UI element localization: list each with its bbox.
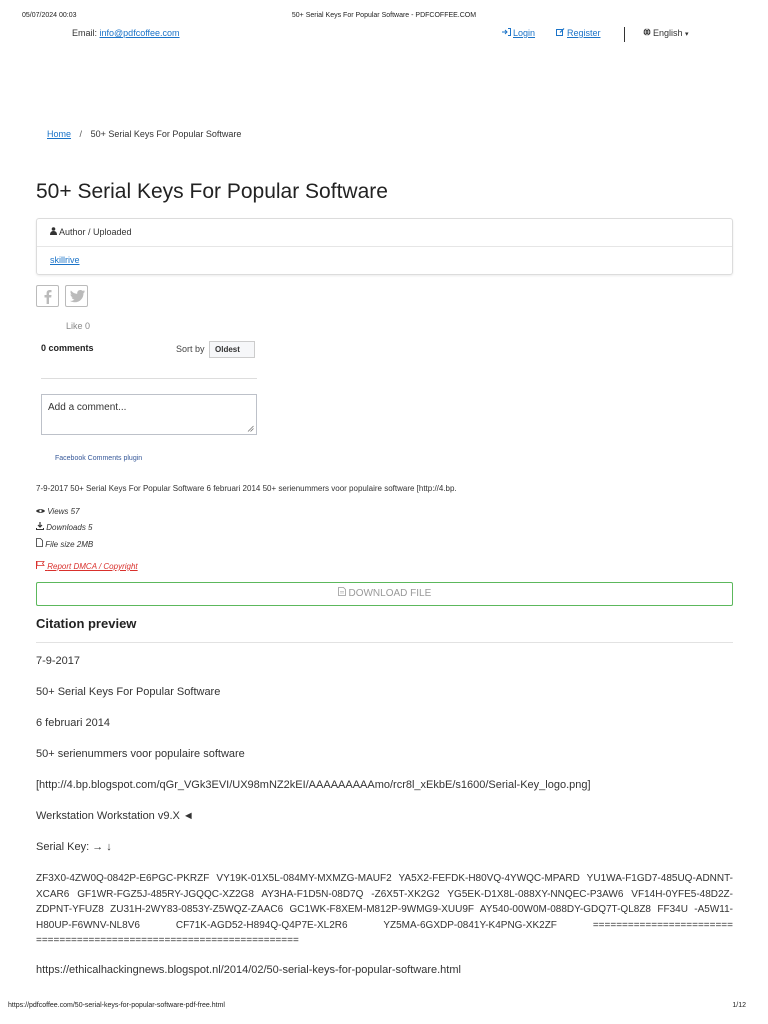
top-bar (0, 28, 768, 42)
breadcrumb-separator: / (79, 129, 83, 139)
file-pdf-icon (338, 588, 349, 599)
topbar-divider (624, 27, 625, 42)
breadcrumb (47, 129, 241, 139)
comments-plugin-link[interactable]: Facebook Comments plugin (55, 455, 143, 462)
comment-placeholder: Add a comment... (48, 402, 127, 413)
author-link[interactable]: skillrive (50, 255, 80, 265)
language-selector[interactable] (643, 28, 689, 38)
citation-image-url: [http://4.bp.blogspot.com/qGr_VGk3EVI/UX98mNZ2kEI/AAAAAAAAAmo/rcr8l_xEkbE/s1600/Serial-Key_logo.png] (36, 779, 591, 791)
views-stat (36, 507, 80, 516)
citation-heading: 50+ Serial Keys For Popular Software (36, 686, 221, 698)
caret-down-icon: ▾ (685, 31, 689, 38)
citation-date: 7-9-2017 (36, 655, 81, 667)
downloads-text: Downloads 5 (46, 523, 93, 532)
author-card-body (37, 247, 732, 273)
page-title: 50+ Serial Keys For Popular Software (36, 180, 388, 203)
edit-icon (556, 28, 565, 38)
citation-divider (36, 642, 733, 643)
email-link[interactable]: info@pdfcoffee.com (99, 28, 180, 38)
comments-divider (41, 378, 257, 379)
citation-product: Werkstation Workstation v9.X ◄ (36, 810, 194, 822)
citation-subheading: 50+ serienummers voor populaire software (36, 748, 245, 760)
file-icon (36, 540, 45, 549)
document-description: 7-9-2017 50+ Serial Keys For Popular Software 6 februari 2014 50+ serienummers voor populaire software [http://4.bp. (36, 484, 457, 493)
eye-icon (36, 507, 47, 516)
language-label: English (653, 28, 683, 38)
download-label: DOWNLOAD FILE (348, 588, 432, 599)
contact-email (72, 28, 180, 38)
sort-label: Sort by (176, 344, 205, 354)
comment-count: 0 comments (41, 343, 94, 353)
author-card (36, 218, 733, 275)
facebook-icon (41, 289, 55, 304)
breadcrumb-current: 50+ Serial Keys For Popular Software (90, 129, 242, 139)
report-dmca-link[interactable] (36, 561, 138, 571)
login-label: Login (513, 28, 536, 38)
email-label: Email: (72, 28, 98, 38)
like-count: 0 (85, 321, 91, 331)
register-label: Register (567, 28, 601, 38)
sort-select[interactable]: Oldest (209, 341, 255, 358)
flag-icon (36, 562, 47, 571)
resize-handle-icon[interactable] (247, 425, 254, 432)
report-label: Report DMCA / Copyright (47, 562, 138, 571)
twitter-icon (70, 289, 85, 303)
citation-source-url: https://ethicalhackingnews.blogspot.nl/2014/02/50-serial-keys-for-popular-software.html (36, 964, 461, 976)
sign-in-icon (502, 28, 511, 38)
download-icon (36, 523, 46, 532)
print-page-number: 1/12 (732, 1002, 746, 1009)
citation-title: Citation preview (36, 616, 137, 631)
comment-input[interactable] (41, 394, 257, 435)
register-link[interactable] (556, 28, 601, 38)
breadcrumb-home-link[interactable]: Home (47, 129, 72, 139)
citation-serial-label: Serial Key: → ↓ (36, 841, 112, 853)
citation-serial-keys: ZF3X0-4ZW0Q-0842P-E6PGC-PKRZF VY19K-01X5L-084MY-MXMZG-MAUF2 YA5X2-FEFDK-H80VQ-4YWQC-MPARD YU1WA-F1GD7-485UQ-ADNNT-XCAR6 GF1WR-FGZ5J-485RY-JGQQC-XZ2G8 AY3HA-F1D5N-08D7Q -Z6X5T-XK2G2 YG5EK-D1X8L-088XY-NNQEC-P3AW6 VF14H-0YFE5-48D2Z-ZDPNT-YFUZ8 ZU31H-2WY83-0853Y-Z5WQZ-ZAAC6 GC1WK-F8XEM-M812P-9WMG9-XUU9F AY540-00W0M-088DY-GDQ7T-QL8Z8 FF34U -A5W11-H80UP-F6WNV-NL8V6 CF71K-AGD52-H894Q-Q4P7E-XL2R6 YZ5MA-6GXDP-0841Y-K4PNG-XK2ZF ======================== ============================================= (36, 873, 733, 946)
share-buttons (36, 285, 90, 307)
print-header (0, 12, 768, 22)
views-text: Views 57 (47, 507, 80, 516)
author-heading: Author / Uploaded (59, 227, 132, 237)
login-link[interactable] (502, 28, 535, 38)
twitter-share-button[interactable] (65, 285, 88, 307)
like-counter[interactable] (66, 321, 90, 331)
like-label: Like (66, 321, 83, 331)
print-page-title: 50+ Serial Keys For Popular Software - PDFCOFFEE.COM (291, 12, 477, 19)
author-card-header (37, 219, 732, 247)
user-icon (50, 227, 59, 237)
download-file-button[interactable] (36, 582, 733, 606)
facebook-share-button[interactable] (36, 285, 59, 307)
downloads-stat (36, 522, 92, 532)
print-footer-url: https://pdfcoffee.com/50-serial-keys-for-popular-software-pdf-free.html (8, 1002, 225, 1009)
file-size-stat (36, 538, 93, 549)
file-size-text: File size 2MB (45, 540, 94, 549)
print-datetime: 05/07/2024 00:03 (22, 12, 77, 19)
globe-icon (643, 28, 651, 38)
citation-date-2: 6 februari 2014 (36, 717, 110, 729)
